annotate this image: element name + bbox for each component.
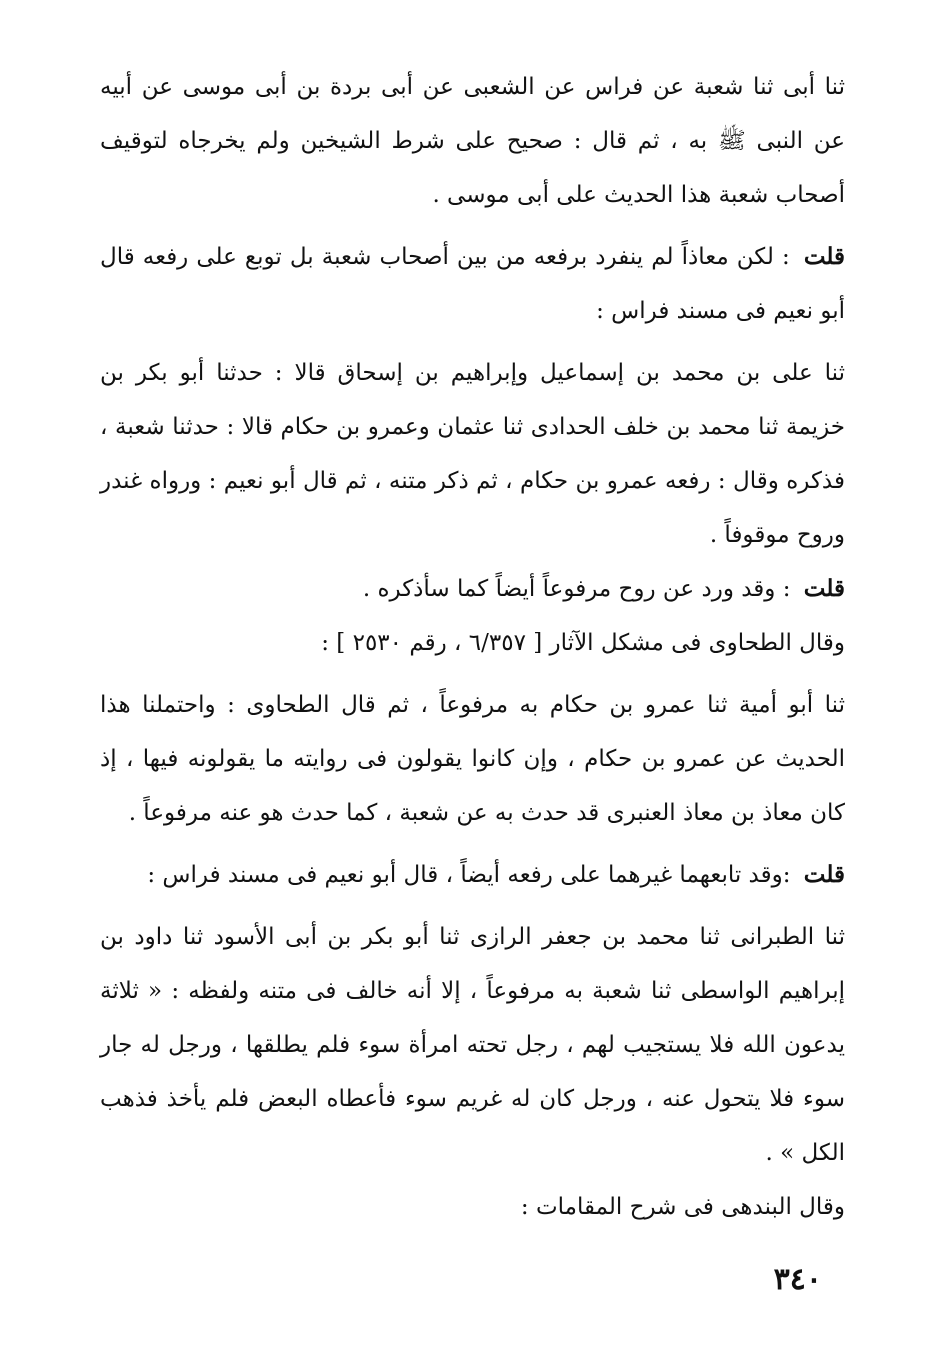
paragraph-4-text: : وقد ورد عن روح مرفوعاً أيضاً كما سأذكره . <box>362 576 791 602</box>
paragraph-7-text: :وقد تابعهما غيرهما على رفعه أيضاً ، قال أبو نعيم فى مسند فراس : <box>147 862 791 888</box>
paragraph-9-text: وقال البندهى فى شرح المقامات : <box>520 1194 845 1220</box>
paragraph-8-text: ثنا الطبرانى ثنا محمد بن جعفر الرازى ثنا أبو بكر بن أبى الأسود ثنا داود بن إبراهيم الواسطى ثنا شعبة به مرفوعاً ، إلا أنه خالف فى متنه ولفظه : « ثلاثة يدعون الله فلا يستجيب لهم ، رجل تحته امرأة سوء فلم يطلقها ، ورجل له جار سوء فلا يتحول عنه ، ورجل كان له غريم سوء فأعطاه البعض فلم يأخذ فذهب الكل » . <box>100 924 845 1166</box>
paragraph-6-text: ثنا أبو أمية ثنا عمرو بن حكام به مرفوعاً ، ثم قال الطحاوى : واحتملنا هذا الحديث عن عمرو بن حكام ، وإن كانوا يقولون فى روايته ما يقولونه فيها ، إذ كان معاذ بن معاذ العنبرى قد حدث به عن شعبة ، كما حدث هو عنه مرفوعاً . <box>100 692 845 826</box>
paragraph-3 <box>100 346 845 562</box>
paragraph-7-lead: قلت <box>803 861 845 888</box>
paragraph-7 <box>100 848 845 902</box>
page-number: ٣٤٠ <box>773 1262 822 1297</box>
paragraph-4-lead: قلت <box>803 575 845 602</box>
paragraph-9 <box>100 1180 845 1234</box>
paragraph-2-lead: قلت <box>803 243 846 270</box>
paragraph-2-text: : لكن معاذاً لم ينفرد برفعه من بين أصحاب شعبة بل توبع على رفعه قال أبو نعيم فى مسند فراس : <box>100 244 845 324</box>
paragraph-1-text: ثنا أبى ثنا شعبة عن فراس عن الشعبى عن أبى بردة بن أبى موسى عن أبيه عن النبى ﷺ به ، ثم قال : صحيح على شرط الشيخين ولم يخرجاه لتوقيف أصحاب شعبة هذا الحديث على أبى موسى . <box>100 74 845 208</box>
paragraph-5 <box>100 616 845 670</box>
paragraph-1 <box>100 60 845 222</box>
paragraph-4 <box>100 562 845 616</box>
page-body <box>100 60 845 1234</box>
paragraph-3-text: ثنا على بن محمد بن إسماعيل وإبراهيم بن إسحاق قالا : حدثنا أبو بكر بن خزيمة ثنا محمد بن خلف الحدادى ثنا عثمان وعمرو بن حكام قالا : حدثنا شعبة ، فذكره وقال : رفعه عمرو بن حكام ، ثم ذكر متنه ، ثم قال أبو نعيم : ورواه غندر وروح موقوفاً . <box>100 360 845 548</box>
paragraph-2 <box>100 230 845 338</box>
paragraph-5-text: وقال الطحاوى فى مشكل الآثار [ ٦/٣٥٧ ، رقم ٢٥٣٠ ] : <box>321 630 845 656</box>
paragraph-8 <box>100 910 845 1180</box>
paragraph-6 <box>100 678 845 840</box>
